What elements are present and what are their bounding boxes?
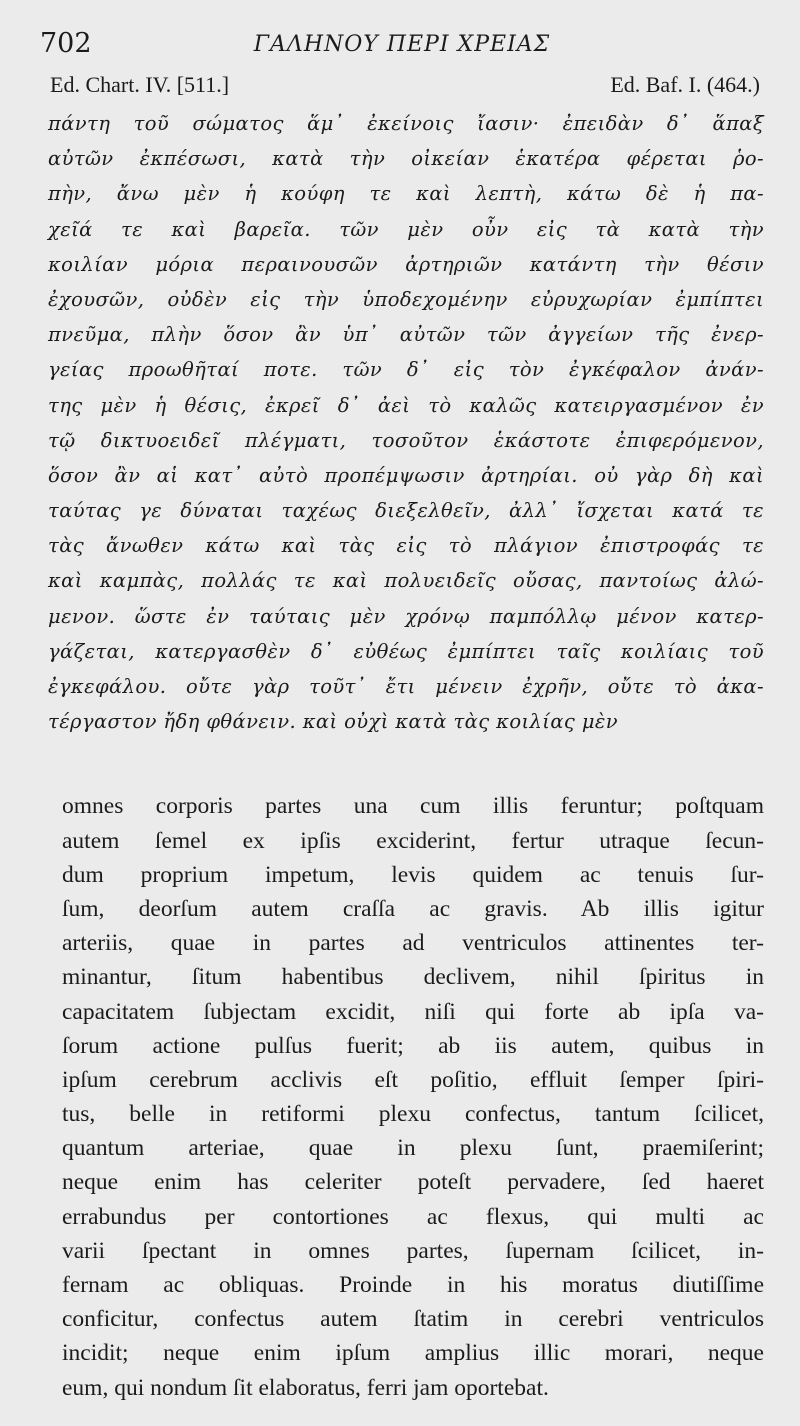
latin-text-line: incidit; neque enim ipſum amplius illic morari, neque [62,1340,764,1367]
page-number: 702 [40,28,92,59]
latin-text-line: capacitatem ſubjectam excidit, niſi qui forte ab ipſa va- [62,998,764,1025]
edition-references [40,72,764,104]
greek-text-line: μενον. ὥστε ἐν ταύταις μὲν χρόνῳ παμπόλλῳ μένον κατερ- [48,604,764,628]
latin-text-line: errabundus per contortiones ac flexus, qui multi ac [62,1203,764,1230]
greek-text-line: χεῖά τε καὶ βαρεῖα. τῶν μὲν οὖν εἰς τὰ κατὰ τὴν [48,217,764,241]
greek-text-line: τῷ δικτυοειδεῖ πλέγματι, τοσοῦτον ἑκάστοτε ἐπιφερόμενον, [48,428,764,452]
greek-text-line: τέργαστον ἤδη φθάνειν. καὶ οὐχὶ κατὰ τὰς κοιλίας μὲν [48,710,619,734]
running-head [40,28,764,68]
greek-text-line: ταύτας γε δύναται ταχέως διεξελθεῖν, ἀλλ᾽ ἴσχεται κατά τε [48,499,764,523]
greek-text-line: πάντη τοῦ σώματος ἅμ᾽ ἐκείνοις ἴασιν· ἐπειδὰν δ᾽ ἅπαξ [48,112,764,135]
greek-text-line: καὶ καμπὰς, πολλάς τε καὶ πολυειδεῖς οὔσας, παντοίως ἀλώ- [48,569,764,593]
greek-text-line: της μὲν ἡ θέσις, ἐκρεῖ δ᾽ ἀεὶ τὸ καλῶς κατειργασμένον ἐν [48,393,764,417]
latin-text-line: ſorum actione pulſus fuerit; ab iis autem, quibus in [62,1032,764,1059]
greek-text-line: κοιλίαν μόρια περαινουσῶν ἀρτηριῶν κατάντη τὴν θέσιν [48,252,764,276]
latin-text-line: tus, belle in retiformi plexu confectus, tantum ſcilicet, [62,1101,764,1128]
greek-text-line: πὴν, ἄνω μὲν ἡ κούφη τε καὶ λεπτὴ, κάτω δὲ ἡ πα- [48,182,764,206]
greek-text-block [40,106,764,739]
greek-text-line: γείας προωθῆταί ποτε. τῶν δ᾽ εἰς τὸν ἐγκέφαλον ἀνάν- [48,358,764,382]
greek-text-line: τὰς ἄνωθεν κάτω καὶ τὰς εἰς τὸ πλάγιον ἐπιστροφάς τε [48,534,764,558]
latin-text-block [40,789,764,1404]
latin-text-line: arteriis, quae in partes ad ventriculos attinentes ter- [62,930,764,957]
latin-text-line: quantum arteriae, quae in plexu ſunt, praemiſerint; [62,1135,764,1162]
latin-text-line: ipſum cerebrum acclivis eſt poſitio, effluit ſemper ſpiri- [62,1066,764,1093]
latin-text-line: omnes corporis partes una cum illis feruntur; poſtquam [62,793,764,820]
greek-text-line: πνεῦμα, πλὴν ὅσον ἂν ὑπ᾽ αὐτῶν τῶν ἀγγείων τῆς ἐνερ- [48,323,764,347]
running-title: ΓΑΛΗΝΟΥ ΠΕΡΙ ΧΡΕΙΑΣ [253,32,551,57]
greek-text-line: ἐγκεφάλου. οὔτε γὰρ τοῦτ᾽ ἔτι μένειν ἐχρῆν, οὔτε τὸ ἀκα- [48,675,764,698]
greek-text-line: ὅσον ἂν αἱ κατ᾽ αὐτὸ προπέμψωσιν ἀρτηρίαι. οὐ γὰρ δὴ καὶ [48,463,764,487]
latin-text-line: minantur, ſitum habentibus declivem, nihil ſpiritus in [62,964,764,991]
greek-text-line: ἐχουσῶν, οὐδὲν εἰς τὴν ὑποδεχομένην εὐρυχωρίαν ἐμπίπτει [48,287,764,311]
latin-text-line: eum, qui nondum ſit elaboratus, ferri jam oportebat. [62,1374,549,1401]
latin-text-line: autem ſemel ex ipſis exciderint, fertur utraque ſecun- [62,827,764,854]
greek-text-line: γάζεται, κατεργασθὲν δ᾽ εὐθέως ἐμπίπτει ταῖς κοιλίαις τοῦ [48,639,764,663]
latin-text-line: conficitur, confectus autem ſtatim in cerebri ventriculos [62,1306,764,1333]
latin-text-line: fernam ac obliquas. Proinde in his moratus diutiſſime [62,1272,764,1298]
latin-text-line: varii ſpectant in omnes partes, ſupernam ſcilicet, in- [62,1237,764,1264]
latin-text-line: ſum, deorſum autem craſſa ac gravis. Ab illis igitur [62,895,764,922]
edition-chartier: Ed. Chart. IV. [511.] [50,72,230,97]
latin-text-line: dum proprium impetum, levis quidem ac tenuis ſur- [62,861,764,888]
edition-basel: Ed. Baf. I. (464.) [610,72,760,97]
latin-text-line: neque enim has celeriter poteſt pervadere, ſed haeret [62,1169,764,1196]
greek-text-line: αὐτῶν ἐκπέσωσι, κατὰ τὴν οἰκείαν ἑκατέρα φέρεται ῥο- [48,147,764,171]
